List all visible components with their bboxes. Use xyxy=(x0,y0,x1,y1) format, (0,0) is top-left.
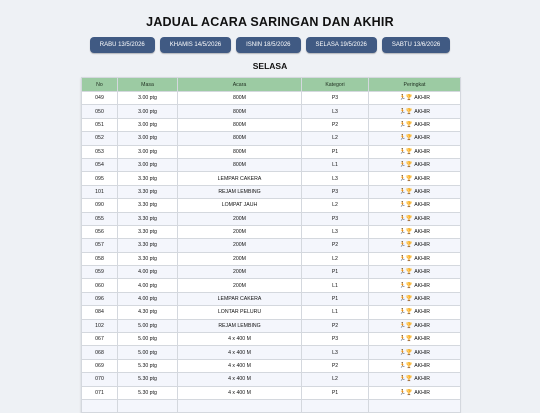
cell-acara: 800M xyxy=(178,158,302,171)
table-row xyxy=(82,225,461,238)
table-row xyxy=(82,306,461,319)
cell-acara: LEMPAR CAKERA xyxy=(178,292,302,305)
page-title: JADUAL ACARA SARINGAN DAN AKHIR xyxy=(146,15,394,29)
cell-kategori: P3 xyxy=(302,92,369,105)
cell-acara xyxy=(178,399,302,412)
cell-no: 084 xyxy=(82,306,118,319)
runner-trophy-icon: 🏃🏆 xyxy=(398,255,415,262)
peringkat-label: AKHIR xyxy=(414,121,431,128)
cell-no: 058 xyxy=(82,252,118,265)
cell-masa: 4.00 ptg xyxy=(118,279,178,292)
table-row xyxy=(82,158,461,171)
peringkat-label: AKHIR xyxy=(414,108,431,115)
cell-kategori: P1 xyxy=(302,266,369,279)
cell-kategori: P2 xyxy=(302,319,369,332)
cell-peringkat xyxy=(369,386,461,399)
peringkat-label: AKHIR xyxy=(414,309,431,316)
runner-trophy-icon: 🏃🏆 xyxy=(398,296,415,303)
cell-kategori: L2 xyxy=(302,252,369,265)
cell-peringkat xyxy=(369,239,461,252)
cell-masa: 3.00 ptg xyxy=(118,158,178,171)
cell-acara: LONTAR PELURU xyxy=(178,306,302,319)
peringkat-label: AKHIR xyxy=(414,162,431,169)
cell-no: 051 xyxy=(82,118,118,131)
cell-kategori: P1 xyxy=(302,386,369,399)
day-selector xyxy=(0,37,540,53)
cell-acara: 4 x 400 M xyxy=(178,333,302,346)
cell-no: 102 xyxy=(82,319,118,332)
schedule-table xyxy=(81,77,461,413)
cell-acara: 200M xyxy=(178,266,302,279)
cell-acara: 800M xyxy=(178,132,302,145)
peringkat-label: AKHIR xyxy=(414,389,431,396)
cell-masa: 4.00 ptg xyxy=(118,292,178,305)
cell-no: 096 xyxy=(82,292,118,305)
cell-kategori: L1 xyxy=(302,158,369,171)
cell-no xyxy=(82,399,118,412)
cell-no: 053 xyxy=(82,145,118,158)
runner-trophy-icon: 🏃🏆 xyxy=(398,162,415,169)
cell-kategori: L1 xyxy=(302,306,369,319)
peringkat-label: AKHIR xyxy=(414,376,431,383)
cell-acara: 200M xyxy=(178,279,302,292)
peringkat-label: AKHIR xyxy=(414,135,431,142)
runner-trophy-icon: 🏃🏆 xyxy=(398,389,415,396)
cell-peringkat xyxy=(369,225,461,238)
table-row xyxy=(82,172,461,185)
cell-kategori: L3 xyxy=(302,346,369,359)
cell-acara: REJAM LEMBING xyxy=(178,185,302,198)
day-button-khamis[interactable]: KHAMIS 14/5/2026 xyxy=(160,37,231,53)
cell-no: 095 xyxy=(82,172,118,185)
peringkat-label: AKHIR xyxy=(414,175,431,182)
runner-trophy-icon: 🏃🏆 xyxy=(398,336,415,343)
cell-acara: 4 x 400 M xyxy=(178,359,302,372)
table-row xyxy=(82,292,461,305)
table-row xyxy=(82,185,461,198)
peringkat-label: AKHIR xyxy=(414,255,431,262)
cell-masa: 3.00 ptg xyxy=(118,145,178,158)
runner-trophy-icon: 🏃🏆 xyxy=(398,376,415,383)
cell-kategori: P3 xyxy=(302,333,369,346)
header-acara: Acara xyxy=(178,78,302,92)
cell-kategori: L2 xyxy=(302,199,369,212)
cell-peringkat xyxy=(369,373,461,386)
cell-peringkat xyxy=(369,346,461,359)
cell-no: 067 xyxy=(82,333,118,346)
runner-trophy-icon: 🏃🏆 xyxy=(398,188,415,195)
cell-acara: 200M xyxy=(178,225,302,238)
cell-kategori: P3 xyxy=(302,212,369,225)
peringkat-label: AKHIR xyxy=(414,336,431,343)
table-row xyxy=(82,279,461,292)
cell-peringkat xyxy=(369,359,461,372)
cell-no: 055 xyxy=(82,212,118,225)
table-row xyxy=(82,346,461,359)
runner-trophy-icon: 🏃🏆 xyxy=(398,121,415,128)
cell-kategori: L3 xyxy=(302,105,369,118)
cell-acara: 200M xyxy=(178,252,302,265)
cell-peringkat xyxy=(369,118,461,131)
table-row xyxy=(82,118,461,131)
cell-peringkat xyxy=(369,333,461,346)
cell-masa: 3.30 ptg xyxy=(118,172,178,185)
cell-masa: 5.00 ptg xyxy=(118,333,178,346)
cell-no: 071 xyxy=(82,386,118,399)
cell-peringkat xyxy=(369,172,461,185)
cell-kategori xyxy=(302,399,369,412)
cell-masa: 3.30 ptg xyxy=(118,225,178,238)
cell-masa: 3.30 ptg xyxy=(118,239,178,252)
cell-peringkat xyxy=(369,279,461,292)
cell-no: 059 xyxy=(82,266,118,279)
table-row xyxy=(82,319,461,332)
cell-kategori: L2 xyxy=(302,132,369,145)
cell-masa: 4.30 ptg xyxy=(118,306,178,319)
day-button-isnin[interactable]: ISNIN 18/5/2026 xyxy=(236,37,300,53)
cell-kategori: P3 xyxy=(302,185,369,198)
cell-peringkat xyxy=(369,292,461,305)
cell-peringkat xyxy=(369,199,461,212)
header-peringkat: Peringkat xyxy=(369,78,461,92)
cell-masa: 5.00 ptg xyxy=(118,346,178,359)
table-body xyxy=(82,92,461,413)
runner-trophy-icon: 🏃🏆 xyxy=(398,309,415,316)
cell-no: 070 xyxy=(82,373,118,386)
cell-acara: 4 x 400 M xyxy=(178,386,302,399)
cell-acara: 200M xyxy=(178,239,302,252)
runner-trophy-icon: 🏃🏆 xyxy=(398,349,415,356)
cell-no: 049 xyxy=(82,92,118,105)
table-row xyxy=(82,373,461,386)
cell-acara: 4 x 400 M xyxy=(178,373,302,386)
table-row xyxy=(82,239,461,252)
header-no: No xyxy=(82,78,118,92)
table-row xyxy=(82,212,461,225)
peringkat-label: AKHIR xyxy=(414,188,431,195)
runner-trophy-icon: 🏃🏆 xyxy=(398,282,415,289)
runner-trophy-icon: 🏃🏆 xyxy=(398,269,415,276)
cell-acara: LOMPAT JAUH xyxy=(178,199,302,212)
runner-trophy-icon: 🏃🏆 xyxy=(398,95,415,102)
table-row xyxy=(82,252,461,265)
runner-trophy-icon: 🏃🏆 xyxy=(398,108,415,115)
table-row xyxy=(82,199,461,212)
cell-peringkat xyxy=(369,212,461,225)
peringkat-label: AKHIR xyxy=(414,242,431,249)
cell-peringkat xyxy=(369,266,461,279)
table-row xyxy=(82,399,461,412)
cell-peringkat xyxy=(369,92,461,105)
cell-no: 054 xyxy=(82,158,118,171)
table-row xyxy=(82,266,461,279)
cell-acara: 800M xyxy=(178,92,302,105)
cell-masa: 3.00 ptg xyxy=(118,92,178,105)
table-row xyxy=(82,145,461,158)
header-masa: Masa xyxy=(118,78,178,92)
cell-masa: 3.00 ptg xyxy=(118,118,178,131)
cell-no: 052 xyxy=(82,132,118,145)
cell-masa: 5.30 ptg xyxy=(118,359,178,372)
runner-trophy-icon: 🏃🏆 xyxy=(398,175,415,182)
cell-kategori: P1 xyxy=(302,145,369,158)
peringkat-label: AKHIR xyxy=(414,349,431,356)
cell-acara: 200M xyxy=(178,212,302,225)
peringkat-label: AKHIR xyxy=(414,269,431,276)
cell-no: 050 xyxy=(82,105,118,118)
day-button-sabtu[interactable]: SABTU 13/6/2026 xyxy=(382,37,450,53)
header-kategori: Kategori xyxy=(302,78,369,92)
runner-trophy-icon: 🏃🏆 xyxy=(398,242,415,249)
runner-trophy-icon: 🏃🏆 xyxy=(398,363,415,369)
cell-masa: 5.00 ptg xyxy=(118,319,178,332)
cell-peringkat xyxy=(369,399,461,412)
peringkat-label: AKHIR xyxy=(414,148,431,155)
cell-kategori: L3 xyxy=(302,225,369,238)
peringkat-label: AKHIR xyxy=(414,363,431,369)
cell-kategori: L1 xyxy=(302,279,369,292)
cell-masa: 3.30 ptg xyxy=(118,199,178,212)
cell-kategori: P1 xyxy=(302,292,369,305)
schedule-table-container xyxy=(81,77,460,413)
cell-no: 057 xyxy=(82,239,118,252)
cell-kategori: L2 xyxy=(302,373,369,386)
cell-kategori: P2 xyxy=(302,359,369,372)
runner-trophy-icon: 🏃🏆 xyxy=(398,215,415,222)
cell-acara: REJAM LEMBING xyxy=(178,319,302,332)
cell-masa: 5.30 ptg xyxy=(118,386,178,399)
cell-peringkat xyxy=(369,252,461,265)
cell-peringkat xyxy=(369,185,461,198)
peringkat-label: AKHIR xyxy=(414,215,431,222)
cell-acara: 800M xyxy=(178,118,302,131)
cell-no: 068 xyxy=(82,346,118,359)
peringkat-label: AKHIR xyxy=(414,322,431,329)
cell-masa: 3.30 ptg xyxy=(118,252,178,265)
peringkat-label: AKHIR xyxy=(414,282,431,289)
cell-no: 069 xyxy=(82,359,118,372)
cell-kategori: L3 xyxy=(302,172,369,185)
peringkat-label: AKHIR xyxy=(414,229,431,236)
table-row xyxy=(82,132,461,145)
cell-masa: 3.00 ptg xyxy=(118,105,178,118)
peringkat-label: AKHIR xyxy=(414,95,431,102)
cell-acara: LEMPAR CAKERA xyxy=(178,172,302,185)
runner-trophy-icon: 🏃🏆 xyxy=(398,322,415,329)
peringkat-label: AKHIR xyxy=(414,202,431,209)
cell-masa: 3.00 ptg xyxy=(118,132,178,145)
day-button-selasa[interactable]: SELASA 19/5/2026 xyxy=(306,37,377,53)
cell-peringkat xyxy=(369,306,461,319)
day-button-rabu[interactable]: RABU 13/5/2026 xyxy=(90,37,155,53)
section-title: SELASA xyxy=(252,61,288,71)
table-row xyxy=(82,359,461,372)
cell-peringkat xyxy=(369,158,461,171)
table-header-row xyxy=(82,78,461,92)
table-row xyxy=(82,333,461,346)
cell-kategori: P2 xyxy=(302,118,369,131)
cell-peringkat xyxy=(369,105,461,118)
cell-masa: 5.30 ptg xyxy=(118,373,178,386)
cell-masa xyxy=(118,399,178,412)
cell-peringkat xyxy=(369,319,461,332)
runner-trophy-icon: 🏃🏆 xyxy=(398,148,415,155)
table-row xyxy=(82,92,461,105)
cell-acara: 800M xyxy=(178,105,302,118)
cell-masa: 4.00 ptg xyxy=(118,266,178,279)
cell-masa: 3.30 ptg xyxy=(118,185,178,198)
cell-masa: 3.30 ptg xyxy=(118,212,178,225)
cell-no: 056 xyxy=(82,225,118,238)
cell-peringkat xyxy=(369,132,461,145)
cell-kategori: P2 xyxy=(302,239,369,252)
cell-no: 101 xyxy=(82,185,118,198)
runner-trophy-icon: 🏃🏆 xyxy=(398,202,415,209)
runner-trophy-icon: 🏃🏆 xyxy=(398,135,415,142)
runner-trophy-icon: 🏃🏆 xyxy=(398,229,415,236)
table-row xyxy=(82,105,461,118)
cell-no: 090 xyxy=(82,199,118,212)
peringkat-label: AKHIR xyxy=(414,296,431,303)
cell-no: 060 xyxy=(82,279,118,292)
cell-acara: 800M xyxy=(178,145,302,158)
cell-peringkat xyxy=(369,145,461,158)
table-row xyxy=(82,386,461,399)
cell-acara: 4 x 400 M xyxy=(178,346,302,359)
